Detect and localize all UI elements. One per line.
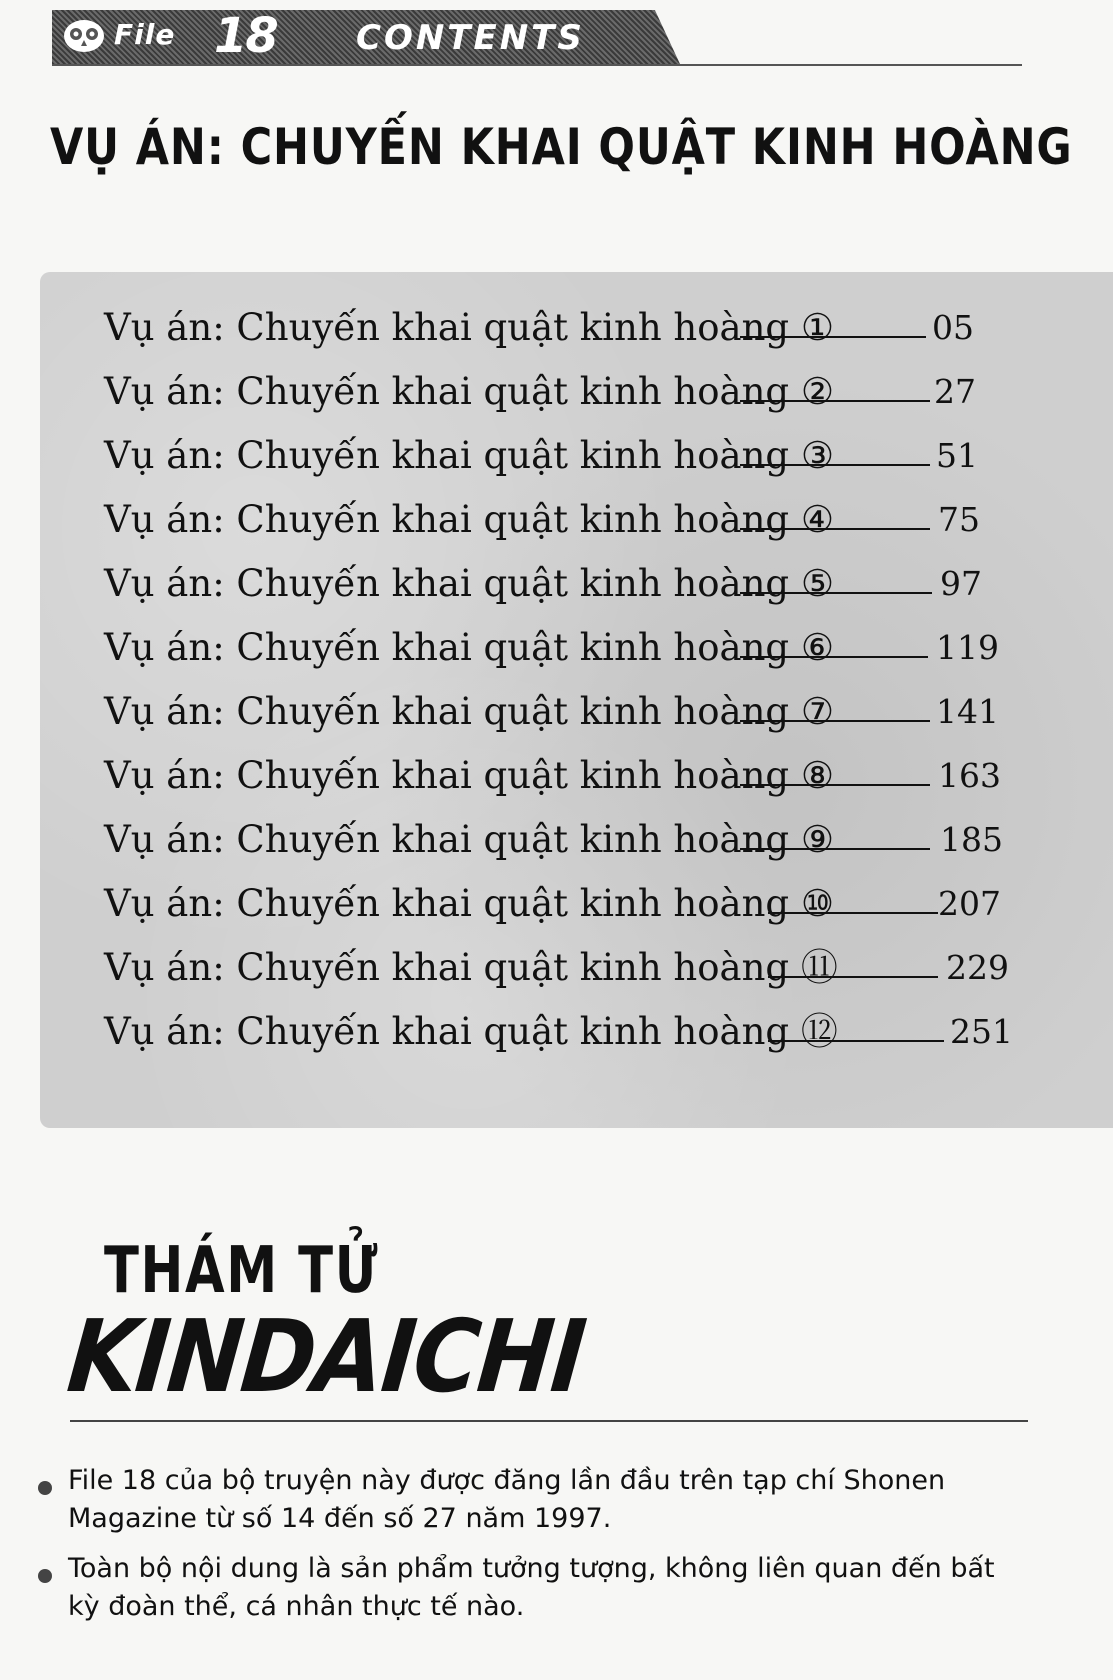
toc-item-page: 97: [940, 564, 982, 603]
toc-item-page: 251: [950, 1012, 1013, 1051]
bullet-icon: [38, 1481, 52, 1495]
toc-item-title: Vụ án: Chuyến khai quật kinh hoàng ⑦: [104, 690, 835, 733]
toc-item: [104, 876, 1044, 932]
disclaimer-note: Toàn bộ nội dung là sản phẩm tưởng tượng, không liên quan đến bất kỳ đoàn thể, cá nhân thực tế nào.: [68, 1553, 995, 1622]
toc-item-title: Vụ án: Chuyến khai quật kinh hoàng ⑧: [104, 754, 835, 797]
toc-item-title: Vụ án: Chuyến khai quật kinh hoàng ⑥: [104, 626, 835, 669]
toc-item-page: 75: [938, 500, 980, 539]
toc-leader-line: [740, 784, 930, 786]
series-logo-line2: KINDAICHI: [62, 1298, 590, 1415]
toc-item-page: 141: [936, 692, 999, 731]
owl-face-icon: [62, 18, 106, 54]
toc-leader-line: [740, 400, 930, 402]
page-title: VỤ ÁN: CHUYẾN KHAI QUẬT KINH HOÀNG: [50, 118, 1073, 176]
footer-rule: [70, 1420, 1028, 1422]
toc-item-title: Vụ án: Chuyến khai quật kinh hoàng ⑪: [104, 946, 838, 989]
toc-item-title: Vụ án: Chuyến khai quật kinh hoàng ①: [104, 306, 835, 349]
toc-item-page: 163: [938, 756, 1001, 795]
toc-item-page: 119: [936, 628, 999, 667]
toc-leader-line: [768, 976, 938, 978]
toc-item: [104, 812, 1044, 868]
toc-item-title: Vụ án: Chuyến khai quật kinh hoàng ⑫: [104, 1010, 838, 1053]
toc-item: [104, 684, 1044, 740]
toc-item-title: Vụ án: Chuyến khai quật kinh hoàng ⑤: [104, 562, 835, 605]
toc-item-title: Vụ án: Chuyến khai quật kinh hoàng ⑨: [104, 818, 835, 861]
toc-item: [104, 556, 1044, 612]
toc-item: [104, 748, 1044, 804]
toc-leader-line: [768, 912, 938, 914]
toc-item: [104, 940, 1044, 996]
toc-item-page: 51: [936, 436, 978, 475]
toc-item: [104, 300, 1044, 356]
toc-leader-line: [768, 1040, 944, 1042]
toc-item-title: Vụ án: Chuyến khai quật kinh hoàng ④: [104, 498, 835, 541]
toc-item: [104, 364, 1044, 420]
toc-item: [104, 492, 1044, 548]
toc-leader-line: [740, 592, 932, 594]
toc-item: [104, 428, 1044, 484]
toc-leader-line: [740, 848, 930, 850]
toc-item-page: 185: [940, 820, 1003, 859]
header-rule: [52, 64, 1022, 66]
toc-item-title: Vụ án: Chuyến khai quật kinh hoàng ②: [104, 370, 835, 413]
file-label: File: [114, 18, 176, 51]
toc-item-page: 27: [934, 372, 976, 411]
file-number: 18: [214, 8, 277, 64]
publication-note: File 18 của bộ truyện này được đăng lần đầu trên tạp chí Shonen Magazine từ số 14 đến số 27 năm 1997.: [68, 1465, 946, 1534]
toc-leader-line: [740, 464, 930, 466]
toc-item-page: 229: [946, 948, 1009, 987]
toc-item-page: 05: [932, 308, 974, 347]
toc-item-title: Vụ án: Chuyến khai quật kinh hoàng ③: [104, 434, 835, 477]
toc-item-title: Vụ án: Chuyến khai quật kinh hoàng ⑩: [104, 882, 835, 925]
toc-leader-line: [740, 656, 928, 658]
contents-label: CONTENTS: [356, 18, 585, 58]
bullet-icon: [38, 1569, 52, 1583]
toc-leader-line: [740, 720, 930, 722]
toc-leader-line: [740, 336, 926, 338]
toc-item: [104, 620, 1044, 676]
toc-item-page: 207: [938, 884, 1001, 923]
series-logo-line1: THÁM TỬ: [104, 1234, 380, 1308]
toc-leader-line: [740, 528, 930, 530]
toc-item: [104, 1004, 1044, 1060]
